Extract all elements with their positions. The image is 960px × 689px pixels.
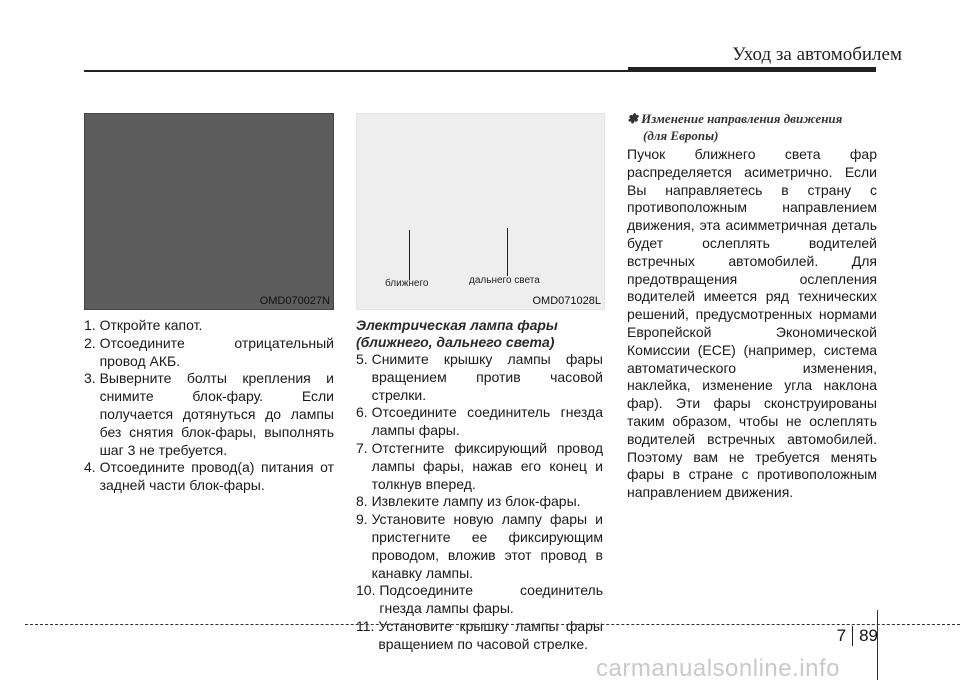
step-number: 10. xyxy=(356,582,380,599)
note-title-line: Изменение направления движения xyxy=(641,111,843,126)
subheading-line: (ближнего, дальнего света) xyxy=(356,334,555,350)
step-number: 2. xyxy=(84,334,100,351)
engine-bay-photo xyxy=(84,113,334,310)
step-number: 3. xyxy=(84,370,100,387)
steps-list xyxy=(84,317,334,495)
step-item xyxy=(84,335,334,371)
step-text: Отсоедините отрицательный провод АКБ. xyxy=(99,334,334,369)
step-text: Установите новую лампу фары и пристегните ее фиксирующим проводом, вложив этот провод в канавку лампы. xyxy=(371,511,603,581)
step-text: Отстегните фиксирующий провод лампы фары, нажав его конец и толкнув вперед. xyxy=(371,439,603,492)
header-rule-accent xyxy=(628,67,876,72)
figure-code: OMD070027N xyxy=(259,295,330,307)
headlamp-photo xyxy=(356,113,605,310)
figure-code: OMD071028L xyxy=(532,295,601,307)
high-beam-label: дальнего света xyxy=(469,275,540,286)
section-subheading xyxy=(356,317,603,351)
step-number: 5. xyxy=(356,351,372,367)
step-text: Выверните болты крепления и снимите блок-фару. Если получается дотянуться до лампы без снятия блок-фары, выполнять шаг 3 не требуется. xyxy=(99,370,334,458)
subheading-line: Электрическая лампа фары xyxy=(356,317,558,333)
step-item xyxy=(356,404,603,440)
footer-rule xyxy=(25,624,960,625)
low-beam-pointer xyxy=(409,230,410,280)
note-body: Пучок ближнего света фар распределяется асиметрично. Если Вы направляетесь в страну с противоположным направлением движения, эта асимметричная деталь будет ослеплять водителей встречных автомобилей. Для предотвращения ослепления водителей имеется ряд технических решений, предусмотренных нормами Европейской Экономической Комиссии (ECE) (например, система автоматического изменения, наклейка, изменение угла наклона фар). Эти фары сконструированы таким образом, чтобы не ослеплять водителей встречных автомобилей. Поэтому вам не требуется менять фары в стране с противоположным направлением движения. xyxy=(627,146,877,501)
instructions-column-1 xyxy=(84,317,334,495)
step-item xyxy=(356,351,603,404)
page-number-value: 89 xyxy=(859,626,878,645)
step-number: 11. xyxy=(356,617,379,634)
step-item xyxy=(84,317,334,335)
step-item xyxy=(356,493,603,511)
step-text: Отсоедините соединитель гнезда лампы фары. xyxy=(371,404,603,439)
note-column xyxy=(627,110,877,502)
step-text: Подсоедините соединитель гнезда лампы фары. xyxy=(379,582,603,617)
step-item xyxy=(356,582,603,618)
note-symbol-icon: ✽ xyxy=(627,111,638,126)
step-item xyxy=(84,370,334,459)
instructions-column-2 xyxy=(356,317,603,654)
note-title xyxy=(627,110,877,144)
step-number: 4. xyxy=(84,459,100,476)
step-text: Снимите крышку лампы фары вращением против часовой стрелки. xyxy=(371,351,603,403)
step-number: 9. xyxy=(356,511,372,528)
step-text: Извлеките лампу из блок-фары. xyxy=(371,493,581,510)
step-number: 6. xyxy=(356,404,372,421)
step-item xyxy=(84,459,334,495)
step-number: 7. xyxy=(356,439,372,456)
steps-list xyxy=(356,351,603,654)
low-beam-label: ближнего xyxy=(385,278,429,289)
high-beam-pointer xyxy=(507,228,508,276)
page-number xyxy=(837,626,878,646)
step-item xyxy=(356,440,603,493)
header-rule xyxy=(84,70,628,72)
note-title-line: (для Европы) xyxy=(643,128,719,143)
page-header-title: Уход за автомобилем xyxy=(732,44,902,65)
chapter-number: 7 xyxy=(837,626,853,646)
step-number: 1. xyxy=(84,317,100,333)
step-text: Откройте капот. xyxy=(99,317,203,333)
step-number: 8. xyxy=(356,493,372,510)
step-text: Отсоедините провод(а) питания от задней части блок-фары. xyxy=(99,459,334,494)
step-text: Установите крышку лампы фары вращением по часовой стрелке. xyxy=(378,617,603,652)
watermark: carmanualsonline.info xyxy=(596,655,840,682)
step-item xyxy=(356,511,603,582)
